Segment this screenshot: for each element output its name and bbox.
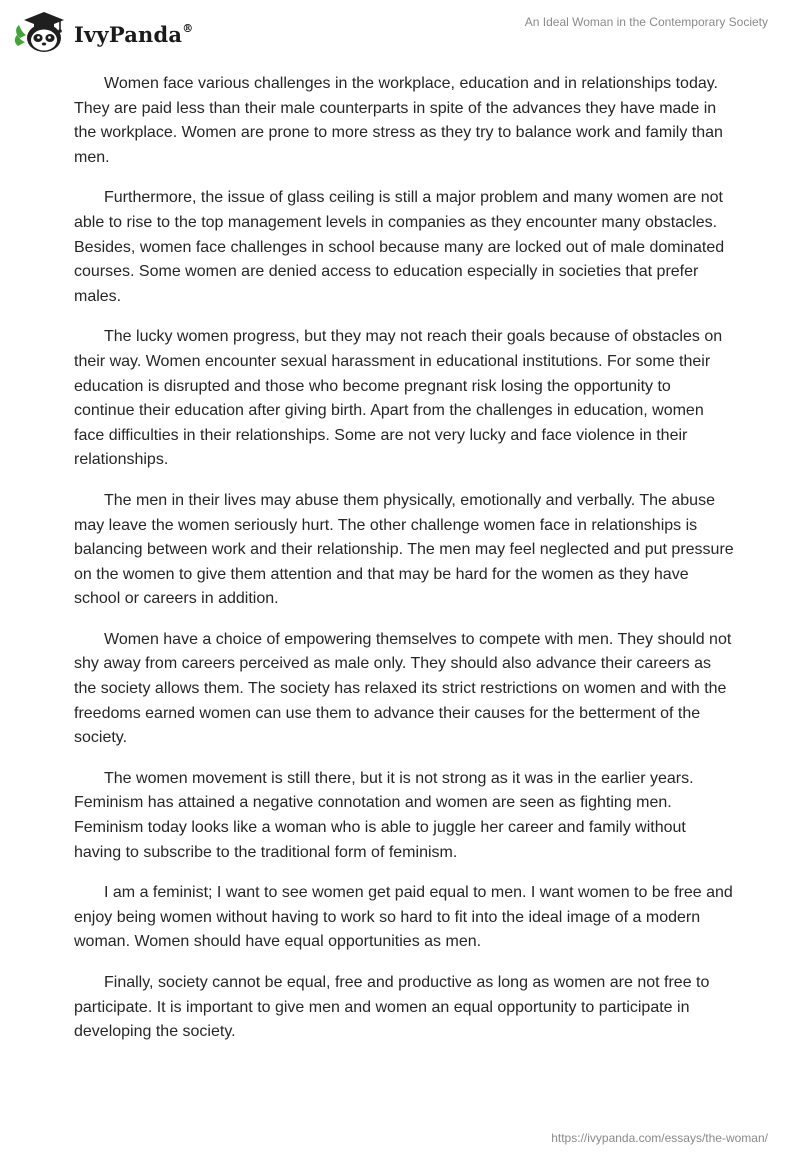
paragraph-4: The men in their lives may abuse them physically, emotionally and verbally. The abuse may leave the women seriously hurt. The other challenge women face in relationships is balancing between work and their relationship. The men may feel neglected and put pressure on the women to give them attention and that may be hard for the women as they have school or careers in addition. <box>74 491 734 608</box>
paragraph-8: Finally, society cannot be equal, free and productive as long as women are not free to participate. It is important to give men and women an equal opportunity to participate in developing the society. <box>74 974 710 1041</box>
panda-graduation-cap-icon <box>14 8 72 54</box>
paragraph-2: Furthermore, the issue of glass ceiling is still a major problem and many women are not able to rise to the top management levels in companies as they encounter many obstacles. Besides, women face challenges in school because many are locked out of male dominated courses. Some women are denied access to education especially in societies that prefer males. <box>74 189 725 305</box>
paragraph-1: Women face various challenges in the workplace, education and in relationships today. They are paid less than their male counterparts in spite of the advances they have made in the workplace. Women are prone to more stress as they try to balance work and family than men. <box>74 75 723 166</box>
ivypanda-logo[interactable] <box>14 8 193 54</box>
paragraph-6: The women movement is still there, but it is not strong as it was in the earlier years. Feminism has attained a negative connotation and women are seen as fighting men. Feminism today looks like a woman who is able to juggle her career and family without having to subscribe to the traditional form of feminism. <box>74 769 694 861</box>
paragraph-3: The lucky women progress, but they may not reach their goals because of obstacles on their way. Women encounter sexual harassment in educational institutions. For some their education is disrupted and those who become pregnant risk losing the opportunity to continue their education after giving birth. Apart from the challenges in education, women face difficulties in their relationships. Some are not very lucky and face violence in their relationships. <box>74 328 723 469</box>
page-header <box>0 0 800 60</box>
brand-name: IvyPanda® <box>74 21 194 47</box>
paragraph-5: Women have a choice of empowering themselves to compete with men. They should not shy away from careers perceived as male only. They should also advance their careers as the society allows them. The society has relaxed its strict restrictions on women and with the freedoms earned women can use them to advance their causes for the betterment of the society. <box>74 630 732 747</box>
essay-body <box>74 72 734 1061</box>
paragraph-7: I am a feminist; I want to see women get paid equal to men. I want women to be free and enjoy being women without having to work so hard to fit into the ideal image of a modern woman. Women should have equal opportunities as men. <box>74 884 733 951</box>
document-title: An Ideal Woman in the Contemporary Society <box>524 15 768 29</box>
source-url[interactable]: https://ivypanda.com/essays/the-woman/ <box>551 1131 768 1145</box>
registered-mark: ® <box>182 21 194 35</box>
